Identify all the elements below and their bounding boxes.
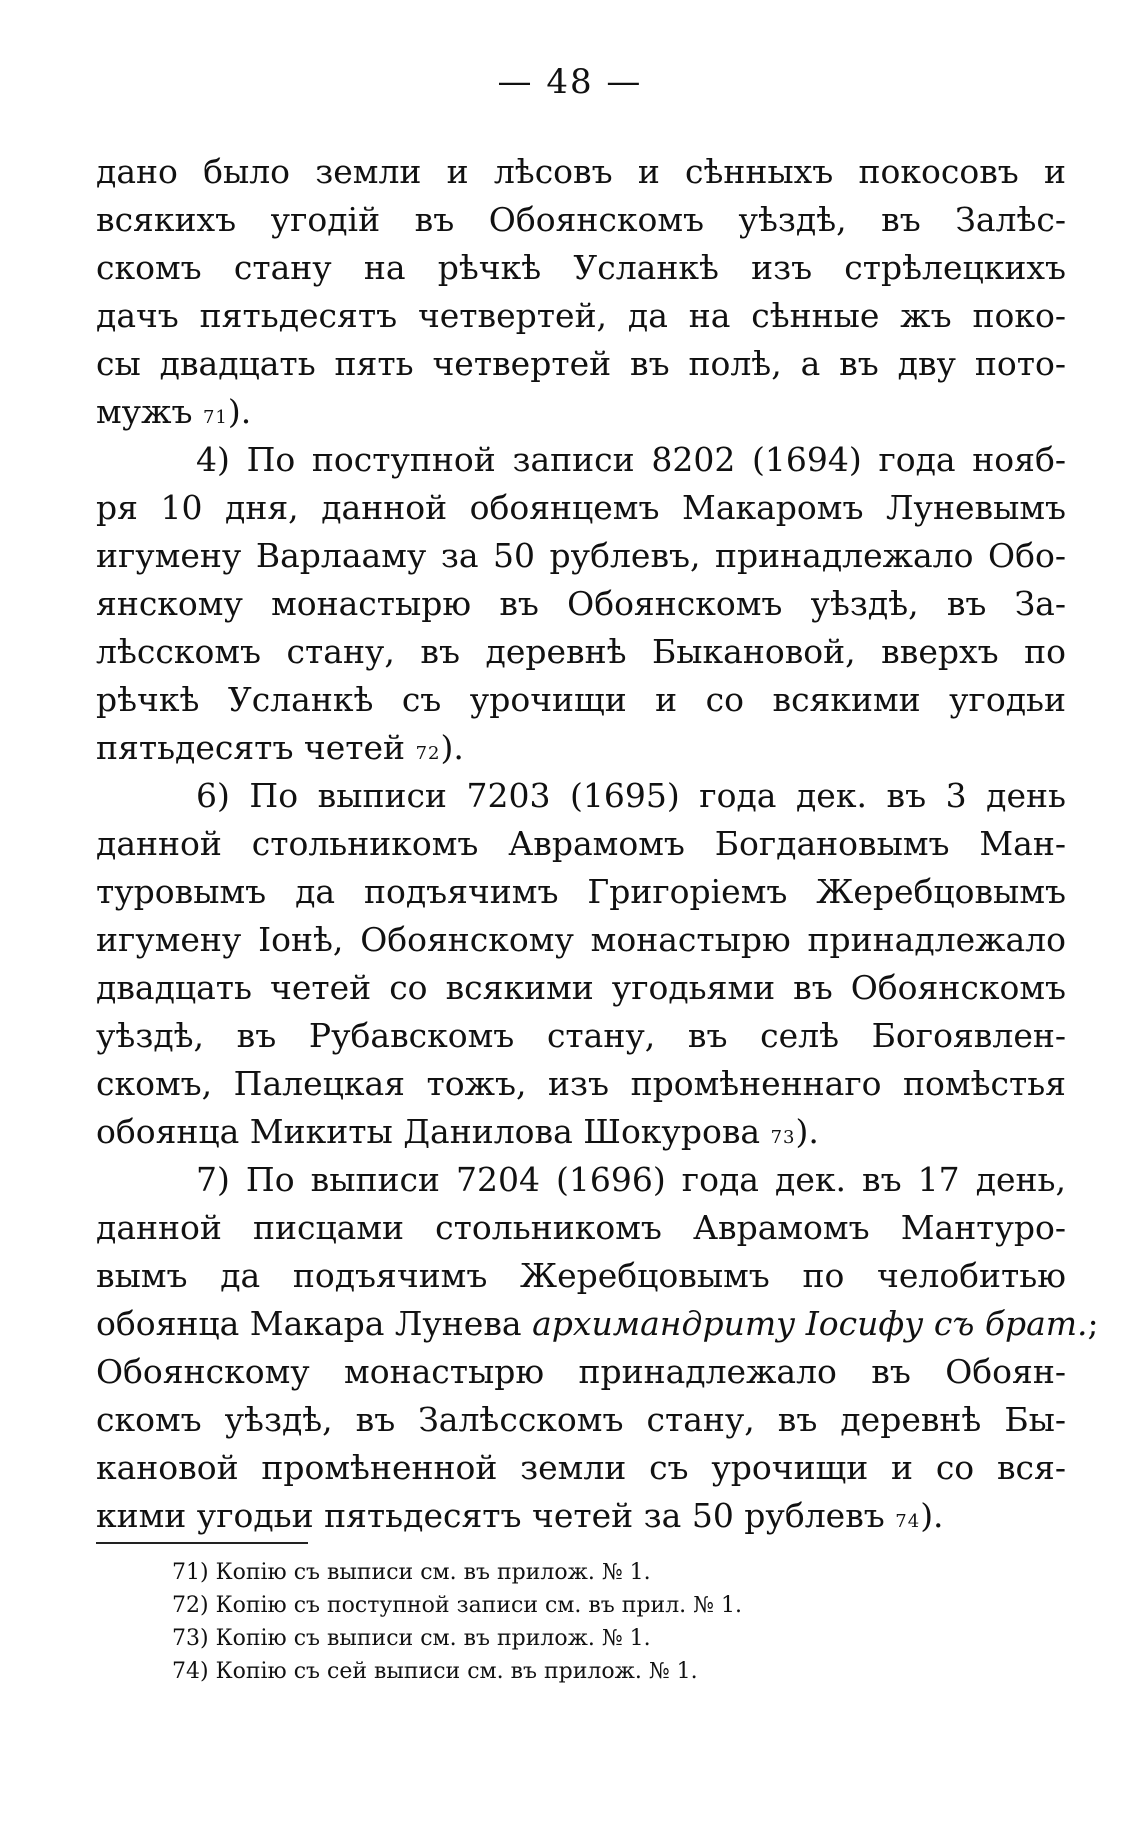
text-line: уѣздѣ, въ Рубавскомъ стану, въ селѣ Богоявлен- bbox=[96, 1016, 1066, 1055]
text-line: дано было земли и лѣсовъ и сѣнныхъ покосовъ и bbox=[96, 152, 1066, 191]
text-fragment: мужъ bbox=[96, 392, 193, 431]
text-line: 4) По поступной записи 8202 (1694) года нояб- bbox=[196, 440, 1066, 479]
text-line: двадцать четей со всякими угодьями въ Обоянскомъ bbox=[96, 968, 1066, 1007]
footnote-ref-73: 73 bbox=[770, 1127, 796, 1148]
text-line: кановой промѣненной земли съ урочищи и со вся- bbox=[96, 1448, 1066, 1487]
italic-text: архимандриту Іосифу съ брат. bbox=[532, 1304, 1088, 1343]
text-line: ря 10 дня, данной обоянцемъ Макаромъ Луневымъ bbox=[96, 488, 1066, 527]
text-line: сы двадцать пять четвертей въ полѣ, а въ дву пото- bbox=[96, 344, 1066, 383]
text-line: Обоянскому монастырю принадлежало въ Обоян- bbox=[96, 1352, 1066, 1391]
text-line: скомъ стану на рѣчкѣ Усланкѣ изъ стрѣлецкихъ bbox=[96, 248, 1066, 287]
text-fragment: обоянца Микиты Данилова Шокурова bbox=[96, 1112, 761, 1151]
text-line: игумену Варлааму за 50 рублевъ, принадлежало Обо- bbox=[96, 536, 1066, 575]
footnote: 74) Копію съ сей выписи см. въ прилож. № 1. bbox=[172, 1659, 698, 1684]
page-number: — 48 — bbox=[497, 62, 643, 102]
text-line: 6) По выписи 7203 (1695) года дек. въ 3 день bbox=[196, 776, 1066, 815]
text-line: игумену Іонѣ, Обоянскому монастырю принадлежало bbox=[96, 920, 1066, 959]
text-fragment: кими угодьи пятьдесятъ четей за 50 рублевъ bbox=[96, 1496, 885, 1535]
text-fragment: ; bbox=[1087, 1304, 1099, 1343]
text-fragment: пятьдесятъ четей bbox=[96, 728, 406, 767]
footnote-divider bbox=[96, 1542, 308, 1544]
text-line: янскому монастырю въ Обоянскомъ уѣздѣ, въ За- bbox=[96, 584, 1066, 623]
body-text bbox=[96, 148, 1099, 1540]
text-line: вымъ да подъячимъ Жеребцовымъ по челобитью bbox=[96, 1256, 1066, 1295]
text-line: данной писцами стольникомъ Аврамомъ Мантуро- bbox=[96, 1208, 1066, 1247]
text-line: скомъ уѣздѣ, въ Залѣсскомъ стану, въ деревнѣ Бы- bbox=[96, 1400, 1066, 1439]
text-line: обоянца Микиты Данилова Шокурова 73). bbox=[96, 1112, 819, 1151]
text-line: данной стольникомъ Аврамомъ Богдановымъ Ман- bbox=[96, 824, 1066, 863]
footnote-ref-72: 72 bbox=[415, 743, 441, 764]
footnote-ref-74: 74 bbox=[895, 1511, 921, 1532]
text-line: пятьдесятъ четей 72). bbox=[96, 728, 464, 767]
text-line: рѣчкѣ Усланкѣ съ урочищи и со всякими угодьи bbox=[96, 680, 1066, 719]
text-line: скомъ, Палецкая тожъ, изъ промѣненнаго помѣстья bbox=[96, 1064, 1066, 1103]
text-fragment: обоянца Макара Лунева bbox=[96, 1304, 522, 1343]
text-line: 7) По выписи 7204 (1696) года дек. въ 17 день, bbox=[196, 1160, 1066, 1199]
footnote: 73) Копію съ выписи см. въ прилож. № 1. bbox=[172, 1626, 651, 1651]
text-line: кими угодьи пятьдесятъ четей за 50 рублевъ 74). bbox=[96, 1496, 944, 1535]
footnote: 72) Копію съ поступной записи см. въ прил. № 1. bbox=[172, 1593, 742, 1618]
text-line: лѣсскомъ стану, въ деревнѣ Быкановой, вверхъ по bbox=[96, 632, 1066, 671]
footnote-ref-71: 71 bbox=[202, 407, 228, 428]
text-line: туровымъ да подъячимъ Григоріемъ Жеребцовымъ bbox=[96, 872, 1066, 911]
text-line: мужъ 71). bbox=[96, 392, 252, 431]
footnote: 71) Копію съ выписи см. въ прилож. № 1. bbox=[172, 1560, 651, 1585]
text-line: всякихъ угодій въ Обоянскомъ уѣздѣ, въ Залѣс- bbox=[96, 200, 1066, 239]
text-line bbox=[96, 1300, 1099, 1348]
text-line: дачъ пятьдесятъ четвертей, да на сѣнные жъ поко- bbox=[96, 296, 1066, 335]
footnotes bbox=[172, 1556, 1052, 1688]
